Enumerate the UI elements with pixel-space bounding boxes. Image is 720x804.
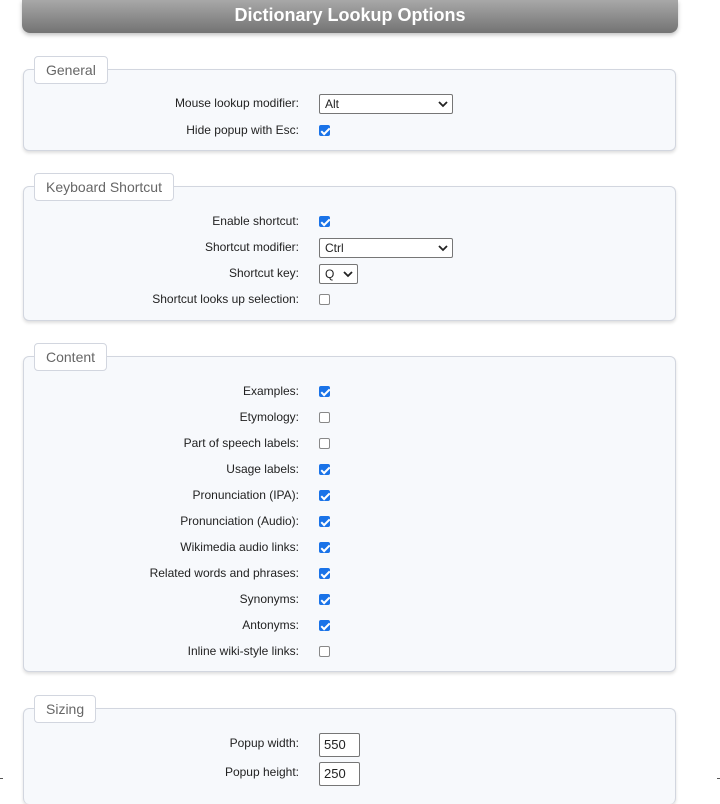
- content-item-checkbox[interactable]: [319, 464, 330, 475]
- sizing-legend: Sizing: [34, 695, 96, 723]
- shortcut-modifier-select[interactable]: [319, 238, 453, 258]
- content-item-row: [24, 641, 675, 663]
- mouse-modifier-select[interactable]: [319, 94, 453, 114]
- content-item-label: Usage labels:: [226, 462, 299, 476]
- edge-marker: [0, 778, 3, 779]
- content-item-label: Synonyms:: [239, 592, 299, 606]
- content-panel: [23, 349, 676, 672]
- content-item-row: [24, 433, 675, 455]
- content-item-row: [24, 511, 675, 533]
- sizing-panel: [23, 701, 676, 804]
- content-item-label: Wikimedia audio links:: [180, 540, 299, 554]
- shortcut-modifier-value: Ctrl: [325, 241, 344, 255]
- content-item-row: [24, 563, 675, 585]
- shortcut-key-label: Shortcut key:: [228, 266, 299, 280]
- hide-esc-label: Hide popup with Esc:: [186, 123, 299, 137]
- shortcut-key-value: Q: [325, 267, 335, 281]
- hide-esc-checkbox[interactable]: [319, 125, 330, 136]
- shortcut-selection-row: [24, 289, 675, 311]
- content-legend: Content: [34, 343, 107, 371]
- chevron-down-icon: [438, 96, 448, 112]
- mouse-modifier-label: Mouse lookup modifier:: [174, 96, 299, 110]
- general-legend: General: [34, 56, 108, 84]
- content-item-label: Related words and phrases:: [149, 566, 299, 580]
- content-item-checkbox[interactable]: [319, 568, 330, 579]
- content-item-checkbox[interactable]: [319, 542, 330, 553]
- hide-esc-row: [24, 120, 675, 142]
- chevron-down-icon: [438, 240, 448, 256]
- mouse-modifier-value: Alt: [325, 97, 340, 111]
- shortcut-selection-label: Shortcut looks up selection:: [152, 292, 299, 306]
- content-item-checkbox[interactable]: [319, 620, 330, 631]
- content-item-checkbox[interactable]: [319, 646, 330, 657]
- content-item-label: Etymology:: [239, 410, 299, 424]
- popup-width-row: [24, 733, 675, 755]
- popup-width-label: Popup width:: [229, 736, 299, 750]
- content-item-row: [24, 615, 675, 637]
- content-item-label: Part of speech labels:: [183, 436, 299, 450]
- popup-width-input[interactable]: 550: [319, 733, 360, 757]
- enable-shortcut-row: [24, 211, 675, 233]
- chevron-down-icon: [343, 266, 353, 282]
- enable-shortcut-label: Enable shortcut:: [212, 214, 299, 228]
- keyboard-legend: Keyboard Shortcut: [34, 173, 174, 201]
- popup-height-row: [24, 762, 675, 784]
- content-item-row: [24, 381, 675, 403]
- enable-shortcut-checkbox[interactable]: [319, 216, 330, 227]
- shortcut-key-row: [24, 263, 675, 285]
- shortcut-modifier-label: Shortcut modifier:: [204, 240, 299, 254]
- mouse-modifier-row: [24, 93, 675, 115]
- shortcut-selection-checkbox[interactable]: [319, 294, 330, 305]
- shortcut-key-select[interactable]: [319, 264, 358, 284]
- popup-height-input[interactable]: 250: [319, 762, 360, 786]
- content-item-label: Pronunciation (IPA):: [192, 488, 299, 502]
- content-item-checkbox[interactable]: [319, 438, 330, 449]
- content-item-row: [24, 407, 675, 429]
- content-item-row: [24, 485, 675, 507]
- content-item-label: Pronunciation (Audio):: [180, 514, 299, 528]
- content-item-row: [24, 589, 675, 611]
- content-item-checkbox[interactable]: [319, 490, 330, 501]
- content-item-label: Inline wiki-style links:: [187, 644, 299, 658]
- general-panel: [23, 62, 676, 151]
- popup-height-label: Popup height:: [224, 765, 299, 779]
- content-item-checkbox[interactable]: [319, 516, 330, 527]
- content-item-label: Antonyms:: [242, 618, 299, 632]
- content-item-label: Examples:: [242, 384, 299, 398]
- content-item-checkbox[interactable]: [319, 412, 330, 423]
- shortcut-modifier-row: [24, 237, 675, 259]
- content-item-row: [24, 537, 675, 559]
- content-item-row: [24, 459, 675, 481]
- page-title: Dictionary Lookup Options: [22, 0, 678, 33]
- content-item-checkbox[interactable]: [319, 386, 330, 397]
- content-item-checkbox[interactable]: [319, 594, 330, 605]
- keyboard-panel: [23, 179, 676, 321]
